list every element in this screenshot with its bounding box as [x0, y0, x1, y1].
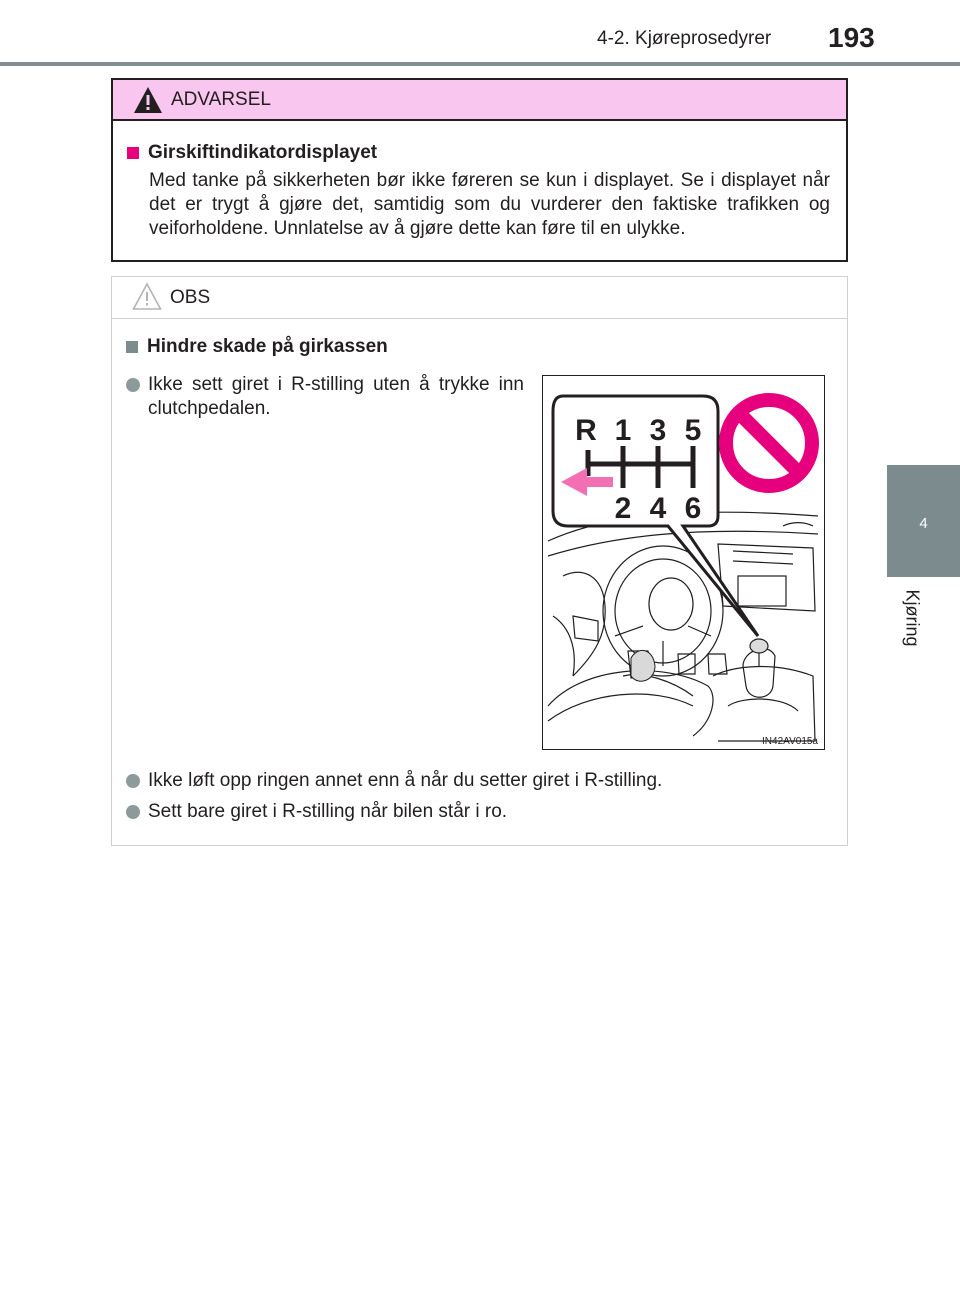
gear-label-2: 2 [614, 492, 632, 525]
header-divider [0, 62, 960, 66]
gear-shift-illustration [542, 375, 825, 750]
page-number: 193 [828, 22, 875, 53]
chapter-number: 4 [919, 515, 928, 532]
list-item [126, 769, 826, 793]
gear-illustration-graphic [543, 376, 824, 749]
warning-triangle-icon [133, 86, 163, 114]
list-item [126, 800, 826, 824]
warning-header [113, 80, 846, 121]
notice-header [112, 277, 847, 319]
bullet-text: Ikke sett giret i R-stilling uten å trykke inn clutchpedalen. [148, 374, 524, 419]
gear-label-6: 6 [684, 492, 702, 525]
bullet-text: Sett bare giret i R-stilling når bilen står i ro. [148, 801, 508, 822]
gear-label-3: 3 [649, 414, 667, 447]
list-item [126, 373, 524, 421]
section-title: 4-2. Kjøreprosedyrer [597, 28, 772, 49]
warning-title: ADVARSEL [171, 89, 271, 110]
warning-box [111, 78, 848, 262]
gear-label-r: R [575, 414, 597, 447]
warning-body [113, 121, 846, 241]
chapter-label: Kjøring [902, 589, 923, 647]
figure-code: IN42AV015a [762, 736, 818, 747]
notice-heading-text: Hindre skade på girkassen [147, 336, 388, 357]
gear-label-1: 1 [614, 414, 632, 447]
caution-triangle-icon [132, 282, 162, 310]
bullet-text: Ikke løft opp ringen annet enn å når du setter giret i R-stilling. [148, 770, 663, 791]
warning-heading-text: Girskiftindikatordisplayet [148, 142, 378, 163]
bullet-dot [126, 378, 140, 392]
notice-box [111, 276, 848, 846]
warning-text: Med tanke på sikkerheten bør ikke føreren se kun i displayet. Se i displayet når det er trygt å gjøre det, samtidig som du vurderer den faktiske trafikken og veiforholdene. Unnlatelse av å gjøre dette kan føre til en ulykke. [149, 170, 830, 239]
heading-marker [126, 341, 138, 353]
bullet-dot [126, 805, 140, 819]
bullet-dot [126, 774, 140, 788]
gear-label-5: 5 [684, 414, 702, 447]
gear-label-4: 4 [649, 492, 667, 525]
heading-marker [127, 147, 139, 159]
prohibited-icon [726, 400, 812, 486]
warning-heading [127, 141, 830, 165]
chapter-label-container [897, 583, 927, 653]
notice-title: OBS [170, 287, 211, 308]
notice-heading [126, 335, 388, 359]
